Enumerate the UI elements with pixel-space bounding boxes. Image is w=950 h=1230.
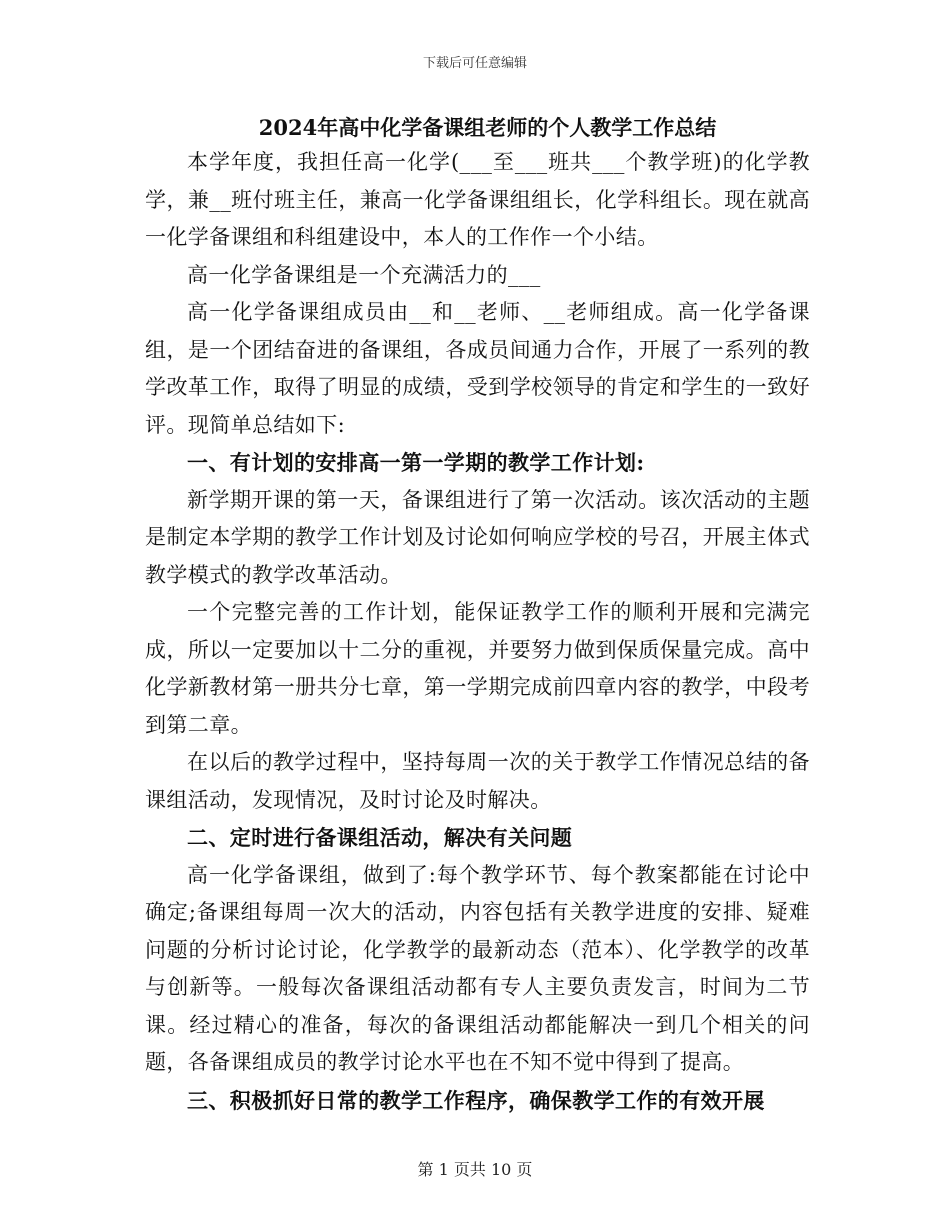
document-title: 2024年高中化学备课组老师的个人教学工作总结 [258,115,717,140]
page-number: 第 1 页共 10 页 [417,1160,533,1179]
section-heading-3: 三、积极抓好日常的教学工作程序，确保教学工作的有效开展 [187,1087,765,1113]
paragraph-work-plan: 一个完整完善的工作计划，能保证教学工作的顺利开展和完满完成，所以一定要加以十二分的重视，并要努力做到保质保量完成。高中化学新教材第一册共分七章，第一学期完成前四章内容的教学，中段考到第二章。 [145,600,810,737]
paragraph-members: 高一化学备课组成员由__和__老师、__老师组成。高一化学备课组，是一个团结奋进的备课组，各成员间通力合作，开展了一系列的教学改革工作，取得了明显的成绩，受到学校领导的肯定和学生的一致好评。现简单总结如下: [145,300,810,437]
paragraph-weekly-summary: 在以后的教学过程中，坚持每周一次的关于教学工作情况总结的备课组活动，发现情况，及时讨论及时解决。 [145,750,810,812]
paragraph-intro: 本学年度，我担任高一化学(___至___班共___个教学班)的化学教学，兼__班付班主任，兼高一化学备课组组长，化学科组长。现在就高一化学备课组和科组建设中，本人的工作作一个小结。 [145,150,810,249]
section-heading-2: 二、定时进行备课组活动，解决有关问题 [187,825,573,850]
section-heading-1: 一、有计划的安排高一第一学期的教学工作计划: [187,450,645,475]
document-body [145,112,810,1119]
paragraph-vitality: 高一化学备课组是一个充满活力的___ [187,262,541,287]
paragraph-first-activity: 新学期开课的第一天，备课组进行了第一次活动。该次活动的主题是制定本学期的教学工作计划及讨论如何响应学校的号召，开展主体式教学模式的教学改革活动。 [145,487,810,587]
header-note: 下载后可任意编辑 [422,56,527,71]
paragraph-group-activities: 高一化学备课组，做到了:每个教学环节、每个教案都能在讨论中确定;备课组每周一次大的活动，内容包括有关教学进度的安排、疑难问题的分析讨论讨论，化学教学的最新动态（范本）、化学教学的改革与创新等。一般每次备课组活动都有专人主要负责发言，时间为二节课。经过精心的准备，每次的备课组活动都能解决一到几个相关的问题，各备课组成员的教学讨论水平也在不知不觉中得到了提高。 [145,862,810,1074]
